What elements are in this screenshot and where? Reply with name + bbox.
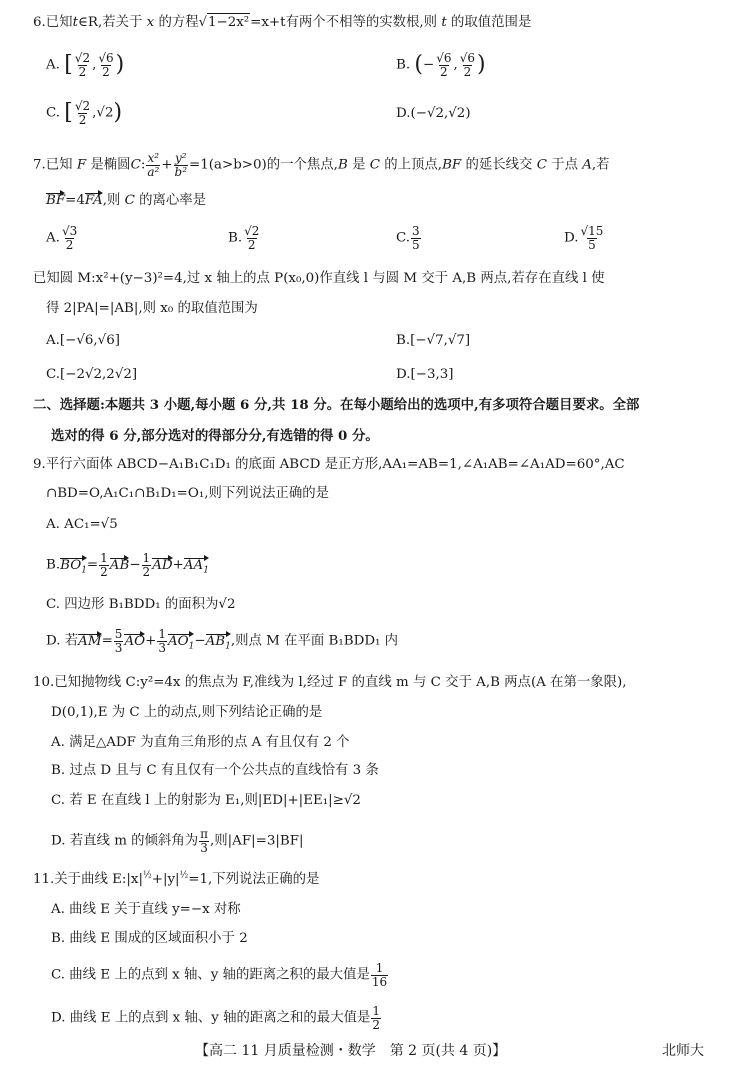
question-6-stem: 6.已知t∈R,若关于 x 的方程√1−2x²=x+t有两个不相等的实数根,则 t 的取值范围是	[33, 15, 532, 30]
question-6-option-d: D.(−√2,√2)	[396, 106, 471, 121]
question-7-stem-line-1: 7.已知 F 是椭圆C: $\frac{\text{x²}}{\text{a²}}$ + $\frac{\text{y²}}{\text{b²}}$ =1(a>b>0)的一个焦点,B 是 C 的上顶点,BF 的延长线交 C 于点 A,若	[33, 151, 610, 179]
question-10-option-a: A. 满足△ADF 为直角三角形的点 A 有且仅有 2 个	[51, 735, 350, 750]
question-8-stem-line-1: 已知圆 M:x²+(y−3)²=4,过 x 轴上的点 P(x₀,0)作直线 l 与圆 M 交于 A,B 两点,若存在直线 l 使	[33, 271, 605, 286]
page-footer-info: 【高二 11 月质量检测・数学 第 2 页(共 4 页)】	[195, 1043, 507, 1059]
question-7-option-b: B. $\frac{√2}{2}$	[228, 224, 260, 252]
question-11-option-b: B. 曲线 E 围成的区域面积小于 2	[51, 931, 248, 946]
question-7-option-a: A. $\frac{√3}{2}$	[46, 224, 78, 252]
question-10-option-c: C. 若 E 在直线 l 上的射影为 E₁,则|ED|+|EE₁|≥√2	[51, 793, 361, 808]
question-10-stem-line-2: D(0,1),E 为 C 上的动点,则下列结论正确的是	[51, 705, 323, 720]
question-6-option-a: A. [ $\frac{√2}{2}$ , $\frac{√6}{2}$ )	[46, 51, 125, 79]
question-7-option-c: C. $\frac{3}{5}$	[396, 224, 420, 252]
question-10-option-b: B. 过点 D 且与 C 有且仅有一个公共点的直线恰有 3 条	[51, 763, 379, 778]
question-8-option-a: A.[−√6,√6]	[46, 333, 120, 348]
question-8-stem-line-2: 得 2|PA|=|AB|,则 x₀ 的取值范围为	[46, 301, 258, 316]
question-8-option-b: B.[−√7,√7]	[396, 333, 471, 348]
question-11-option-d: D. 曲线 E 上的点到 x 轴、y 轴的距离之和的最大值是 $\frac{1}{2}$	[51, 1004, 381, 1032]
question-9-option-b: $B.BO_1=$ $\frac{1}{2}$ AB− $\frac{1}{2}$ $AD+AA_1$	[46, 551, 209, 579]
question-11-option-a: A. 曲线 E 关于直线 y=−x 对称	[51, 902, 241, 917]
question-7-option-d: D. $\frac{√15}{5}$	[564, 224, 604, 252]
question-11-option-c: C. 曲线 E 上的点到 x 轴、y 轴的距离之积的最大值是 $\frac{1}{16}$	[51, 961, 388, 989]
question-9-option-a: A. AC₁=√5	[46, 517, 118, 532]
question-8-option-c: C.[−2√2,2√2]	[46, 367, 138, 382]
question-6-option-b: B. (− $\frac{√6}{2}$ , $\frac{√6}{2}$ )	[396, 51, 486, 79]
question-7-stem-line-2: BF=4FA,则 C 的离心率是	[46, 193, 207, 208]
question-11-stem: 11.关于曲线 $E:|x|^{\frac{1}{2}}+|y|^{\frac{1}{2}}=1$,下列说法正确的是	[33, 870, 320, 887]
question-9-stem-line-2: ∩BD=O,A₁C₁∩B₁D₁=O₁,则下列说法正确的是	[46, 486, 329, 501]
page-footer-publisher: 北师大	[662, 1043, 704, 1059]
question-8-option-d: D.[−3,3]	[396, 367, 454, 382]
section-2-heading-line-1: 二、选择题:本题共 3 小题,每小题 6 分,共 18 分。在每小题给出的选项中,有多项符合题目要求。全部	[33, 397, 640, 413]
question-9-stem-line-1: 9.平行六面体 ABCD−A₁B₁C₁D₁ 的底面 ABCD 是正方形,AA₁=AB=1,∠A₁AB=∠A₁AD=60°,AC	[33, 457, 625, 472]
question-10-option-d: D. 若直线 m 的倾斜角为 $\frac{\pi}{3}$ ,则|AF|=3|BF|	[51, 827, 304, 855]
question-10-stem-line-1: 10.已知抛物线 C:y²=4x 的焦点为 F,准线为 l,经过 F 的直线 m 与 C 交于 A,B 两点(A 在第一象限),	[33, 675, 627, 690]
question-6-option-c: C. [ $\frac{√2}{2}$ ,√2)	[46, 99, 123, 127]
section-2-heading-line-2: 选对的得 6 分,部分选对的得部分分,有选错的得 0 分。	[51, 428, 379, 444]
question-9-option-d: D. 若AM= $\frac{5}{3}$ AO+ $\frac{1}{3}$ $AO_1-AB_1$,则点 M 在平面 B₁BDD₁ 内	[46, 627, 399, 655]
question-9-option-c: C. 四边形 B₁BDD₁ 的面积为√2	[46, 597, 236, 612]
